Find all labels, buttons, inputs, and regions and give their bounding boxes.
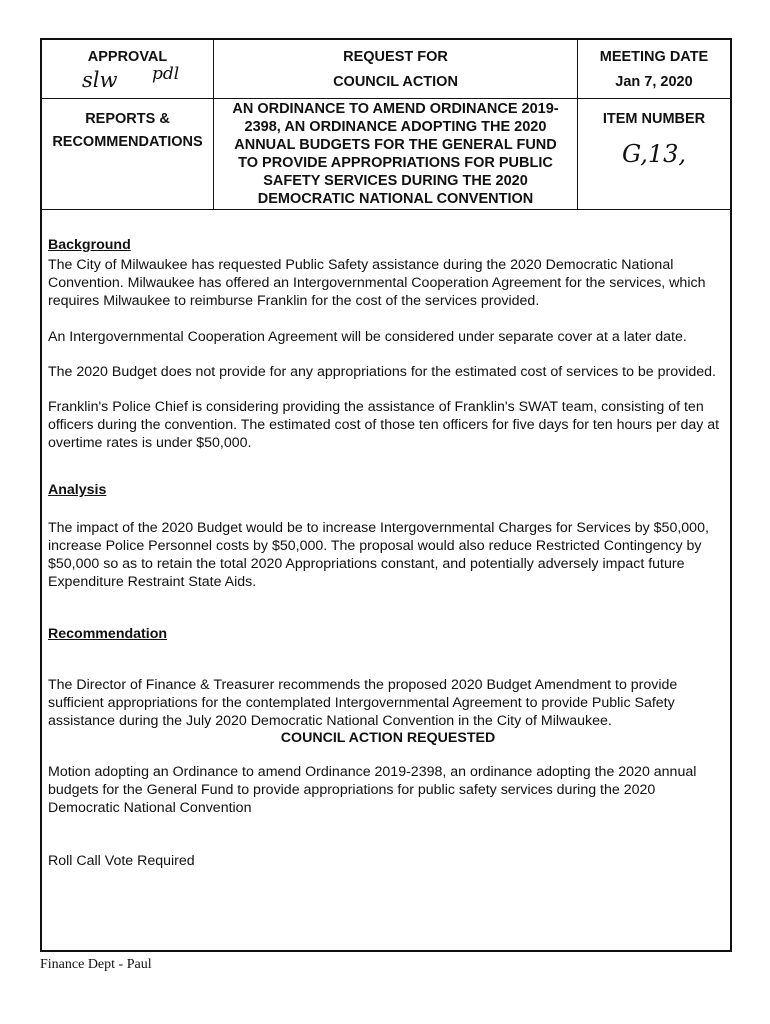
reports-cell <box>42 99 214 210</box>
title-line: SAFETY SERVICES DURING THE 2020 <box>263 173 528 189</box>
request-cell <box>214 40 578 99</box>
title-line: ANNUAL BUDGETS FOR THE GENERAL FUND <box>234 137 557 153</box>
analysis-heading: Analysis <box>48 482 107 498</box>
background-paragraph: An Intergovernmental Cooperation Agreement will be considered under separate cover at a later date. <box>48 329 687 345</box>
analysis-paragraph: The impact of the 2020 Budget would be to increase Intergovernmental Charges for Services by $50,000, increase Police Personnel costs by $50,000. The proposal would also reduce Restricted Contingency by $50,000 so as to retain the total 2020 Appropriations constant, and potentially adversely impact future Expenditure Restraint State Aids. <box>48 520 709 590</box>
request-line-2: COUNCIL ACTION <box>333 74 458 90</box>
title-line: 2398, AN ORDINANCE ADOPTING THE 2020 <box>244 119 547 135</box>
meeting-date: Jan 7, 2020 <box>615 74 693 90</box>
meeting-date-cell <box>578 40 730 99</box>
item-number-cell <box>578 99 730 210</box>
approval-initials: slw <box>82 68 118 92</box>
request-line-1: REQUEST FOR <box>343 49 448 65</box>
background-heading: Background <box>48 237 131 253</box>
background-paragraph: The City of Milwaukee has requested Public Safety assistance during the 2020 Democratic National Convention. Milwaukee has offered an Intergovernmental Cooperation Agreement for the services, which requires Milwaukee to reimburse Franklin for the cost of the services provided. <box>48 257 706 309</box>
recommendation-paragraph: The Director of Finance & Treasurer recommends the proposed 2020 Budget Amendment to provide sufficient appropriations for the contemplated Intergovernmental Agreement to provide Public Safety assistance during the July 2020 Democratic National Convention in the City of Milwaukee. <box>48 677 678 729</box>
reports-line-2: RECOMMENDATIONS <box>52 134 203 150</box>
background-paragraph: The 2020 Budget does not provide for any appropriations for the estimated cost of services to be provided. <box>48 364 716 380</box>
item-number: G,13, <box>621 140 687 168</box>
title-line: DEMOCRATIC NATIONAL CONVENTION <box>257 191 534 207</box>
council-action-heading: COUNCIL ACTION REQUESTED <box>280 730 496 746</box>
footer: Finance Dept - Paul <box>40 957 152 972</box>
approval-initials-2: pdl <box>152 64 180 84</box>
meeting-date-label: MEETING DATE <box>599 49 709 65</box>
background-paragraph: Franklin's Police Chief is considering providing the assistance of Franklin's SWAT team, consisting of ten officers during the convention. The estimated cost of those ten officers for five days for ten hours per day at overtime rates is under $50,000. <box>48 399 720 451</box>
document-frame <box>40 38 732 952</box>
reports-line-1: REPORTS & <box>85 111 170 127</box>
item-number-label: ITEM NUMBER <box>602 111 706 127</box>
title-line: TO PROVIDE APPROPRIATIONS FOR PUBLIC <box>238 155 553 171</box>
approval-cell <box>42 40 214 99</box>
approval-label: APPROVAL <box>87 49 168 65</box>
title-cell <box>214 99 578 210</box>
recommendation-heading: Recommendation <box>48 626 168 642</box>
title-line: AN ORDINANCE TO AMEND ORDINANCE 2019- <box>232 101 559 117</box>
document-body <box>48 236 728 870</box>
roll-call: Roll Call Vote Required <box>48 853 195 869</box>
motion-paragraph: Motion adopting an Ordinance to amend Ordinance 2019-2398, an ordinance adopting the 2020 annual budgets for the General Fund to provide appropriations for public safety services during the 2020 Democratic National Convention <box>48 764 697 816</box>
header-table <box>42 40 730 210</box>
